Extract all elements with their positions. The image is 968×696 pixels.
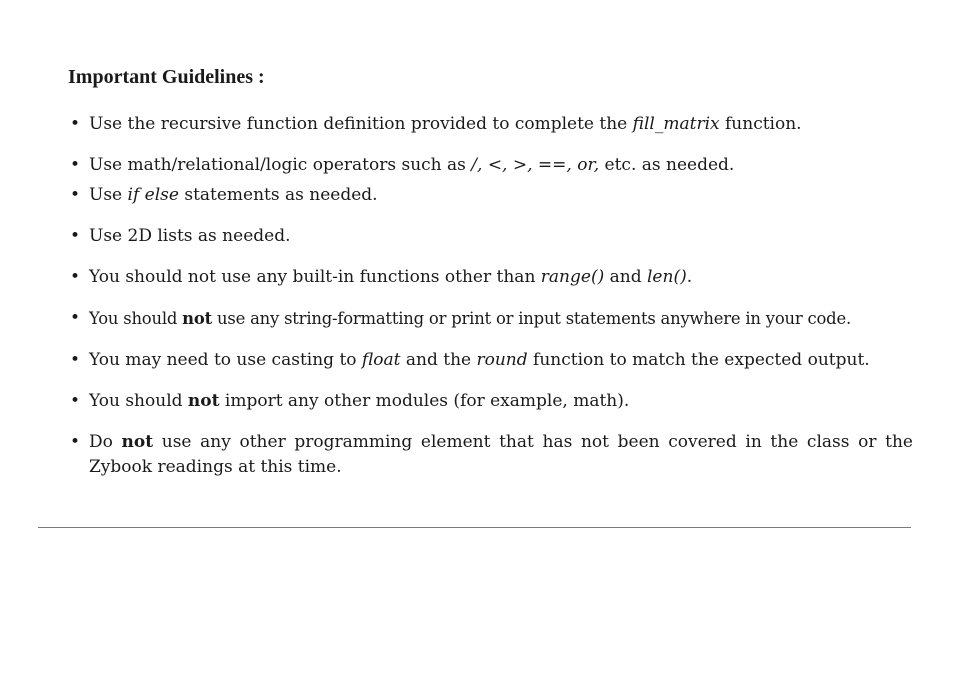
- function-name: len(): [647, 267, 687, 287]
- function-name: range(): [540, 267, 605, 287]
- keyword: if else: [127, 185, 179, 205]
- emphasis: not: [121, 432, 154, 452]
- guideline-text: You may need to use casting to float and the round function to match the expected output.: [89, 350, 870, 370]
- list-item: [68, 306, 913, 332]
- bullet-icon: •: [70, 267, 81, 287]
- bullet-icon: •: [70, 308, 81, 328]
- list-item: [68, 430, 913, 480]
- list-item: [68, 389, 913, 414]
- keyword: float: [361, 350, 401, 370]
- guideline-text: Use 2D lists as needed.: [89, 226, 291, 246]
- guideline-text: Use the recursive function definition provided to complete the fill_matrix function.: [89, 114, 802, 134]
- function-name: fill_matrix: [632, 114, 720, 134]
- list-item: [68, 224, 913, 249]
- bullet-icon: •: [70, 155, 81, 175]
- bullet-icon: •: [70, 391, 81, 411]
- bullet-icon: •: [70, 226, 81, 246]
- list-item: [68, 348, 913, 373]
- guideline-text: You should not import any other modules (for example, math).: [89, 391, 630, 411]
- emphasis: not: [187, 391, 220, 411]
- guideline-text: You should not use any built-in functions other than range() and len().: [89, 267, 693, 287]
- bullet-icon: •: [70, 114, 81, 134]
- list-item: [68, 112, 913, 137]
- list-item: [68, 153, 913, 178]
- list-item: [68, 183, 913, 208]
- operators: /, <, >, ==, or,: [471, 155, 600, 175]
- emphasis: not: [182, 309, 212, 328]
- horizontal-divider: [38, 527, 911, 528]
- list-item: [68, 265, 913, 290]
- guideline-text: Do not use any other programming element that has not been covered in the class or the Zybook readings at this time.: [89, 432, 913, 477]
- function-name: round: [476, 350, 528, 370]
- guidelines-heading: Important Guidelines :: [68, 66, 265, 88]
- bullet-icon: •: [70, 185, 81, 205]
- guideline-text: Use if else statements as needed.: [89, 185, 378, 205]
- guideline-text: Use math/relational/logic operators such as /, <, >, ==, or, etc. as needed.: [89, 155, 735, 175]
- guideline-text: You should not use any string-formatting or print or input statements anywhere in your code.: [89, 309, 851, 328]
- bullet-icon: •: [70, 350, 81, 370]
- guidelines-list: [68, 112, 913, 480]
- bullet-icon: •: [70, 432, 81, 452]
